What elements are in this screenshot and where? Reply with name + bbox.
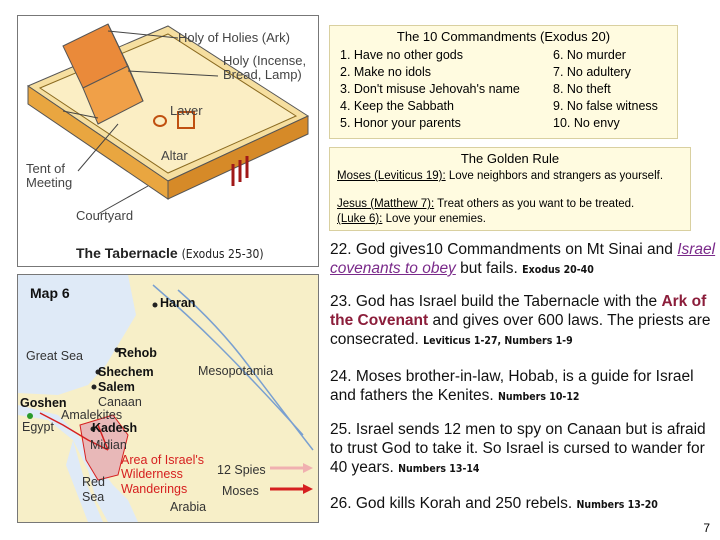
paragraph-25 xyxy=(330,420,720,479)
p23-text-a: 23. God has Israel build the Tabernacle with the xyxy=(330,293,662,310)
place-red-sea-line-2: Sea xyxy=(82,490,105,504)
golden-rule-jesus xyxy=(337,198,634,210)
commandment-item: 7. No adultery xyxy=(553,65,631,79)
place-egypt: Egypt xyxy=(22,420,54,434)
commandment-item: 9. No false witness xyxy=(553,99,658,113)
commandment-item: 3. Don't misuse Jehovah's name xyxy=(340,82,520,96)
p22-ref: Exodus 20-40 xyxy=(522,264,594,276)
p22-text-a: 22. God gives10 Commandments on Mt Sinai and xyxy=(330,241,678,258)
place-midian: Midian xyxy=(90,438,127,452)
p23-ark: Ark of the Covenant xyxy=(330,293,707,329)
p22-covenant-link[interactable]: Israel covenants to obey xyxy=(330,241,716,277)
p24-text: 24. Moses brother-in-law, Hobab, is a guide for Israel and fathers the Kenites. xyxy=(330,368,694,404)
place-kadesh: Kadesh xyxy=(92,421,138,435)
place-mesopotamia: Mesopotamia xyxy=(198,364,274,378)
luke-text: Love your enemies. xyxy=(385,213,486,225)
golden-rule-luke xyxy=(337,213,486,225)
place-salem: Salem xyxy=(98,380,135,394)
commandment-item: 8. No theft xyxy=(553,82,611,96)
place-arabia: Arabia xyxy=(170,500,207,514)
map-6 xyxy=(17,274,319,523)
commandments-title: The 10 Commandments (Exodus 20) xyxy=(396,29,611,44)
p26-text: 26. God kills Korah and 250 rebels. xyxy=(330,495,573,512)
commandments-right-list xyxy=(553,47,658,132)
place-shechem: Shechem xyxy=(98,365,154,379)
place-great-sea: Great Sea xyxy=(26,349,83,363)
luke-ref: (Luke 6): xyxy=(337,213,383,225)
wilderness-label-line-2: Wilderness xyxy=(121,467,183,481)
jesus-ref: Jesus (Matthew 7): xyxy=(337,198,435,210)
p25-ref: Numbers 13-14 xyxy=(398,463,480,475)
tabernacle-caption-ref: (Exodus 25-30) xyxy=(181,247,264,261)
tabernacle-caption xyxy=(76,245,264,261)
tabernacle-diagram xyxy=(17,15,319,267)
commandments-left-list xyxy=(340,47,520,132)
commandment-item: 4. Keep the Sabbath xyxy=(340,99,454,113)
paragraph-26 xyxy=(330,494,720,515)
label-tent-of-meeting: Tent of Meeting xyxy=(26,161,73,190)
p23-ref: Leviticus 1-27, Numbers 1-9 xyxy=(423,335,573,347)
golden-rule-title: The Golden Rule xyxy=(460,151,560,166)
tabernacle-caption-title: The Tabernacle xyxy=(76,245,178,261)
moses-ref: Moses (Leviticus 19): xyxy=(337,170,446,182)
moses-text: Love neighbors and strangers as yourself. xyxy=(448,170,664,182)
legend-12-spies: 12 Spies xyxy=(217,463,266,477)
place-amalekites: Amalekites xyxy=(61,408,123,422)
paragraph-24 xyxy=(330,367,720,407)
map-title: Map 6 xyxy=(30,285,70,301)
wilderness-label-line-1: Area of Israel's xyxy=(121,453,204,467)
legend-moses: Moses xyxy=(222,484,259,498)
place-rehob: Rehob xyxy=(118,346,157,360)
label-laver: Laver xyxy=(170,103,203,118)
commandment-item: 6. No murder xyxy=(553,48,626,62)
jesus-text: Treat others as you want to be treated. xyxy=(437,198,635,210)
golden-rule-box xyxy=(329,147,691,231)
place-haran: Haran xyxy=(160,296,196,310)
commandment-item: 5. Honor your parents xyxy=(340,116,461,130)
page-number: 7 xyxy=(703,521,710,535)
p22-text-b: but fails. xyxy=(455,260,518,277)
p26-ref: Numbers 13-20 xyxy=(576,499,658,511)
wilderness-label-line-3: Wanderings xyxy=(121,482,188,496)
p25-text: 25. Israel sends 12 men to spy on Canaan but is afraid to trust God to take it. So Israel is cursed to wander for 40 years. xyxy=(330,421,706,476)
commandment-item: 2. Make no idols xyxy=(340,65,432,79)
place-canaan: Canaan xyxy=(98,395,142,409)
p23-text-b: and gives over 600 laws. The priests are consecrated. xyxy=(330,312,711,348)
commandment-item: 10. No envy xyxy=(553,116,620,130)
label-holy-of-holies: Holy of Holies (Ark) xyxy=(178,30,290,45)
place-goshen: Goshen xyxy=(20,396,67,410)
place-red-sea-line-1: Red xyxy=(82,475,105,489)
p24-ref: Numbers 10-12 xyxy=(498,391,580,403)
commandments-box xyxy=(329,25,678,139)
label-courtyard: Courtyard xyxy=(76,208,134,223)
label-altar: Altar xyxy=(161,148,188,163)
paragraph-22 xyxy=(330,240,720,280)
commandment-item: 1. Have no other gods xyxy=(340,48,463,62)
golden-rule-moses xyxy=(337,170,663,182)
label-holy: Holy (Incense, Bread, Lamp) xyxy=(223,53,307,82)
paragraph-23 xyxy=(330,292,720,351)
